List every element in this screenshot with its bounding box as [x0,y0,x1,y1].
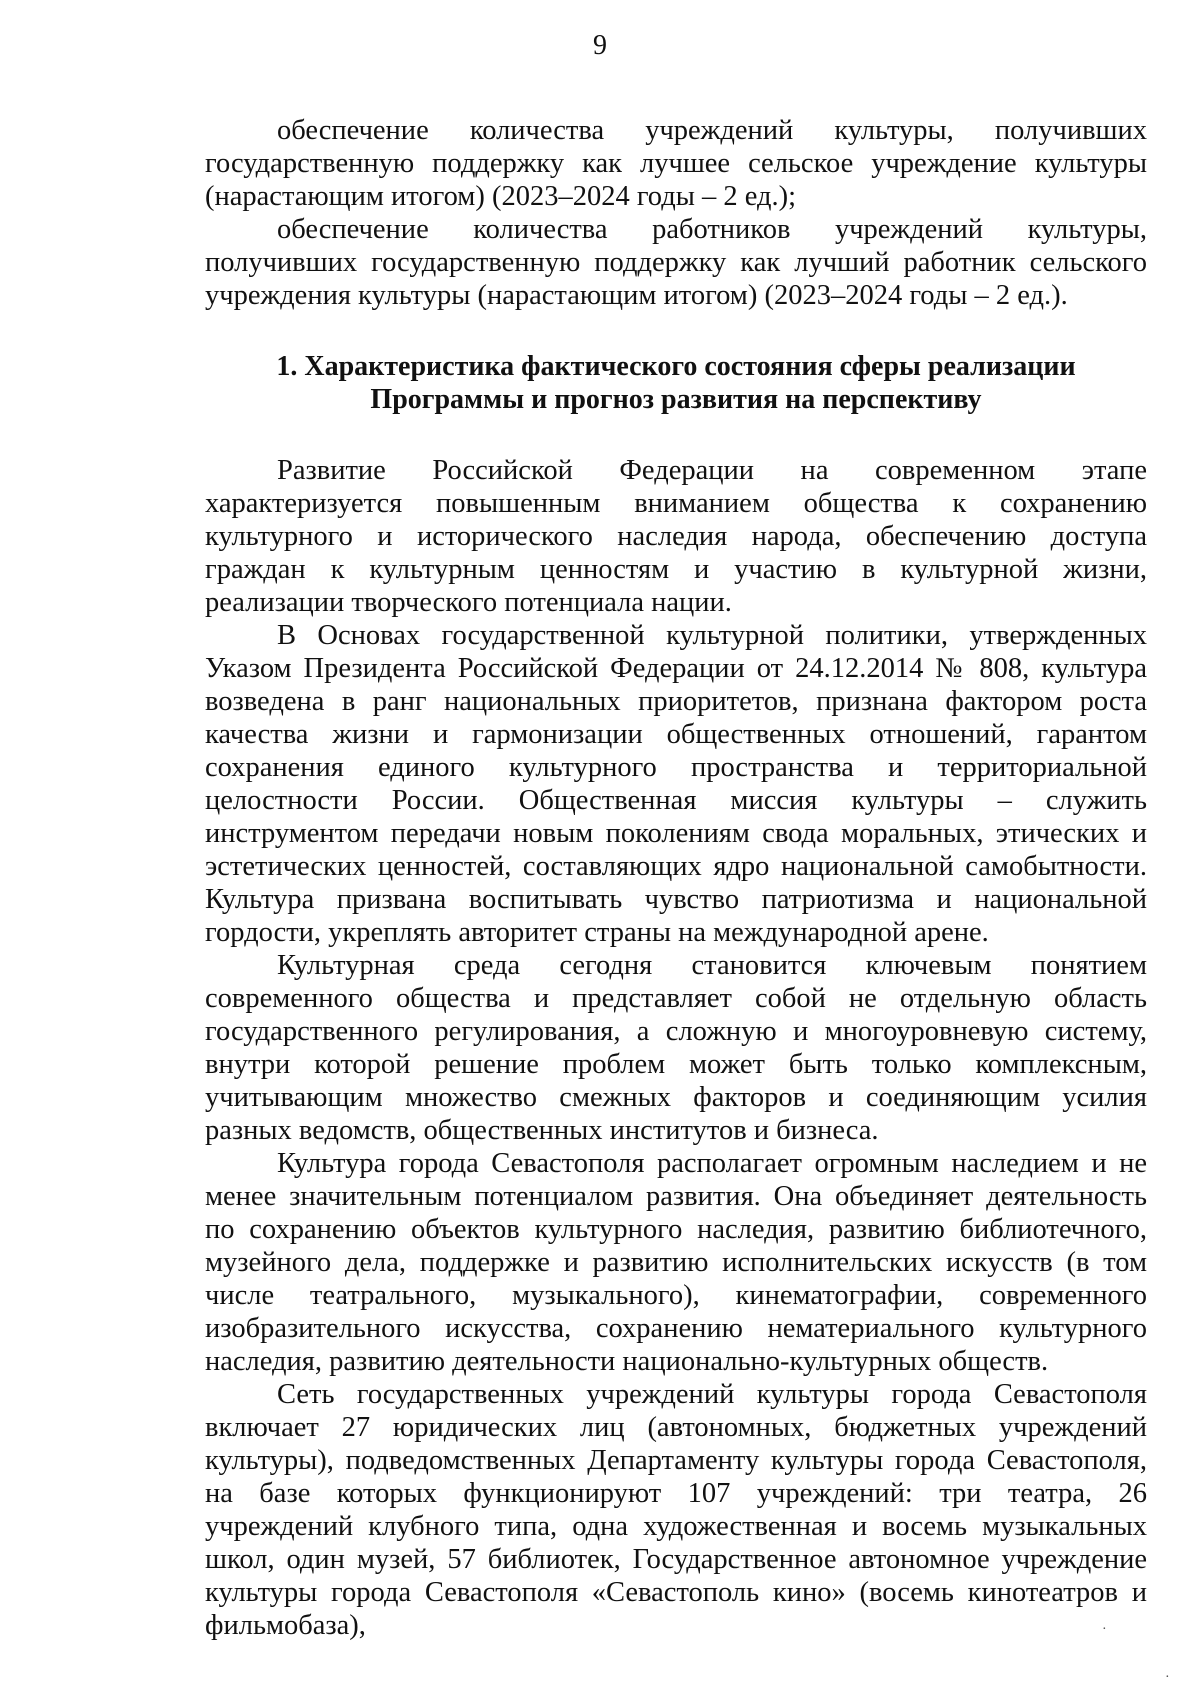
body-paragraph: Культурная среда сегодня становится ключевым понятием современного общества и представляет собой не отдельную область государственного регулирования, а сложную и многоуровневую систему, внутри которой решение проблем может быть только комплексным, учитывающим множество смежных факторов и соединяющим усилия разных ведомств, общественных институтов и бизнеса. [205,950,1147,1146]
scan-speck: · [1165,1670,1170,1685]
scan-speck: · [1102,1622,1107,1637]
page-content [205,114,1147,1642]
body-paragraph: Сеть государственных учреждений культуры города Севастополя включает 27 юридических лиц (автономных, бюджетных учреждений культуры), подведомственных Департаменту культуры города Севастополя, на базе которых функционируют 107 учреждений: три театра, 26 учреждений клубного типа, одна художественная и восемь музыкальных школ, один музей, 57 библиотек, Государственное автономное учреждение культуры города Севастополя «Севастополь кино» (восемь кинотеатров и фильмобаза), [205,1379,1147,1641]
body-paragraph: В Основах государственной культурной политики, утвержденных Указом Президента Российской Федерации от 24.12.2014 № 808, культура возведена в ранг национальных приоритетов, признана фактором роста качества жизни и гармонизации общественных отношений, гарантом сохранения единого культурного пространства и территориальной целостности России. Общественная миссия культуры – служить инструментом передачи новым поколениям свода моральных, этических и эстетических ценностей, составляющих ядро национальной самобытности. Культура призвана воспитывать чувство патриотизма и национальной гордости, укреплять авторитет страны на международной арене. [205,620,1147,948]
intro-paragraph: обеспечение количества учреждений культуры, получивших государственную поддержку как лучшее сельское учреждение культуры (нарастающим итогом) (2023–2024 годы – 2 ед.); [205,115,1147,212]
intro-paragraph: обеспечение количества работников учреждений культуры, получивших государственную поддержку как лучший работник сельского учреждения культуры (нарастающим итогом) (2023–2024 годы – 2 ед.). [205,214,1147,311]
section-heading-line: 1. Характеристика фактического состояния сферы реализации [276,351,1076,382]
body-paragraph: Культура города Севастополя располагает огромным наследием и не менее значительным потенциалом развития. Она объединяет деятельность по сохранению объектов культурного наследия, развитию библиотечного, музейного дела, поддержке и развитию исполнительских искусств (в том числе театрального, музыкального), кинематографии, современного изобразительного искусства, сохранению нематериального культурного наследия, развитию деятельности национально-культурных обществ. [205,1148,1147,1377]
section-heading-line: Программы и прогноз развития на перспективу [370,384,982,415]
body-paragraph: Развитие Российской Федерации на современном этапе характеризуется повышенным вниманием общества к сохранению культурного и исторического наследия народа, обеспечению доступа граждан к культурным ценностям и участию в культурной жизни, реализации творческого потенциала нации. [205,455,1147,618]
section-heading [205,350,1147,416]
page-number: 9 [593,30,607,61]
